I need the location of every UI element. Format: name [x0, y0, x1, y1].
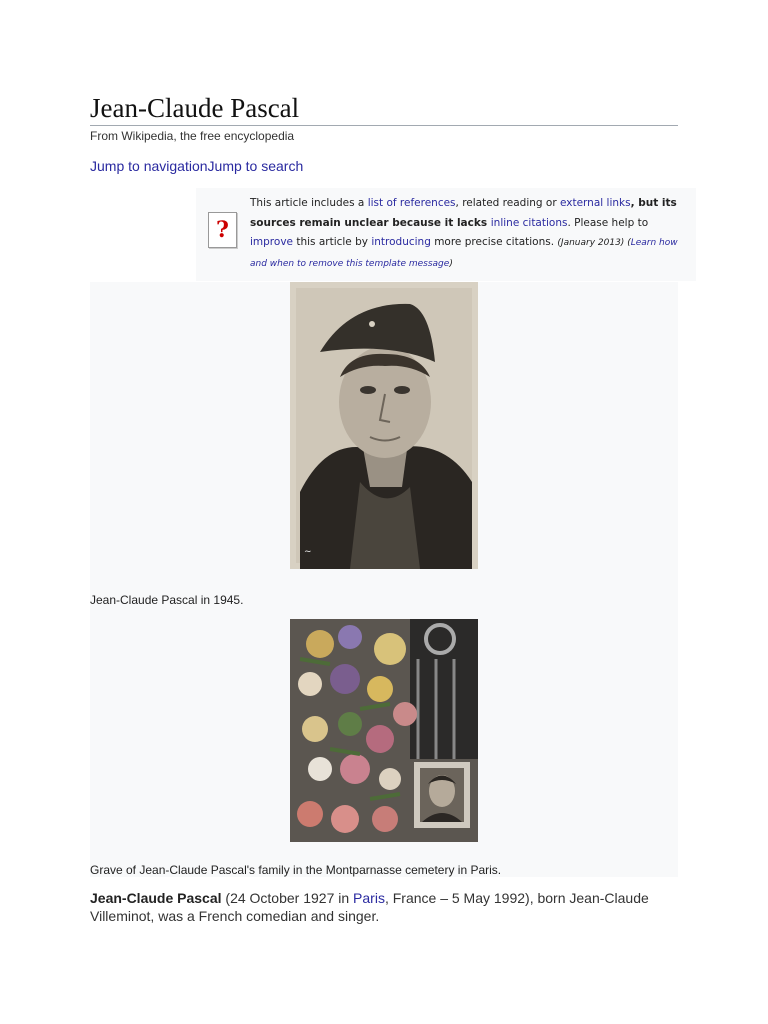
jump-links — [90, 158, 303, 174]
jump-to-navigation-link[interactable]: Jump to navigation — [90, 158, 208, 174]
citation-notice-text: This article includes a list of references, related reading or external links, but its sources remain unclear because it lacks inline citations. Please help to improve this article by introducing more precise citations. (January 2013) (Learn how and when to remove this template message) — [250, 197, 678, 269]
portrait-image — [290, 282, 478, 569]
svg-text:~: ~ — [304, 547, 312, 557]
inline-citations-link[interactable]: inline citations — [490, 216, 568, 229]
page-title: Jean-Claude Pascal — [90, 93, 300, 123]
external-links-link[interactable]: external links — [559, 197, 631, 209]
question-mark-icon: ? — [208, 212, 237, 248]
portrait-photo-1945[interactable] — [290, 282, 478, 569]
introducing-link[interactable]: introducing — [371, 236, 431, 248]
learn-remove-template-link[interactable]: Learn how and when to remove this template message — [250, 238, 678, 269]
jump-to-search-link[interactable]: Jump to search — [207, 158, 304, 174]
figure-caption-portrait: Jean-Claude Pascal in 1945. — [90, 593, 244, 607]
list-of-references-link[interactable]: list of references — [367, 197, 456, 209]
title-divider — [90, 125, 678, 126]
image-gallery — [90, 282, 678, 877]
page-tagline: From Wikipedia, the free encyclopedia — [90, 129, 295, 143]
notice-date: (January 2013) — [557, 238, 625, 248]
subject-name: Jean-Claude Pascal — [90, 890, 222, 906]
grave-photo[interactable] — [290, 619, 478, 842]
paris-link[interactable]: Paris — [353, 890, 385, 906]
lead-paragraph: Jean-Claude Pascal (24 October 1927 in Paris, France – 5 May 1992), born Jean-Claude Villeminot, was a French comedian and singer. — [90, 890, 649, 924]
grave-image — [290, 619, 478, 842]
citation-notice-box — [196, 188, 696, 281]
figure-caption-grave: Grave of Jean-Claude Pascal's family in the Montparnasse cemetery in Paris. — [90, 863, 502, 877]
improve-link[interactable]: improve — [250, 236, 293, 248]
